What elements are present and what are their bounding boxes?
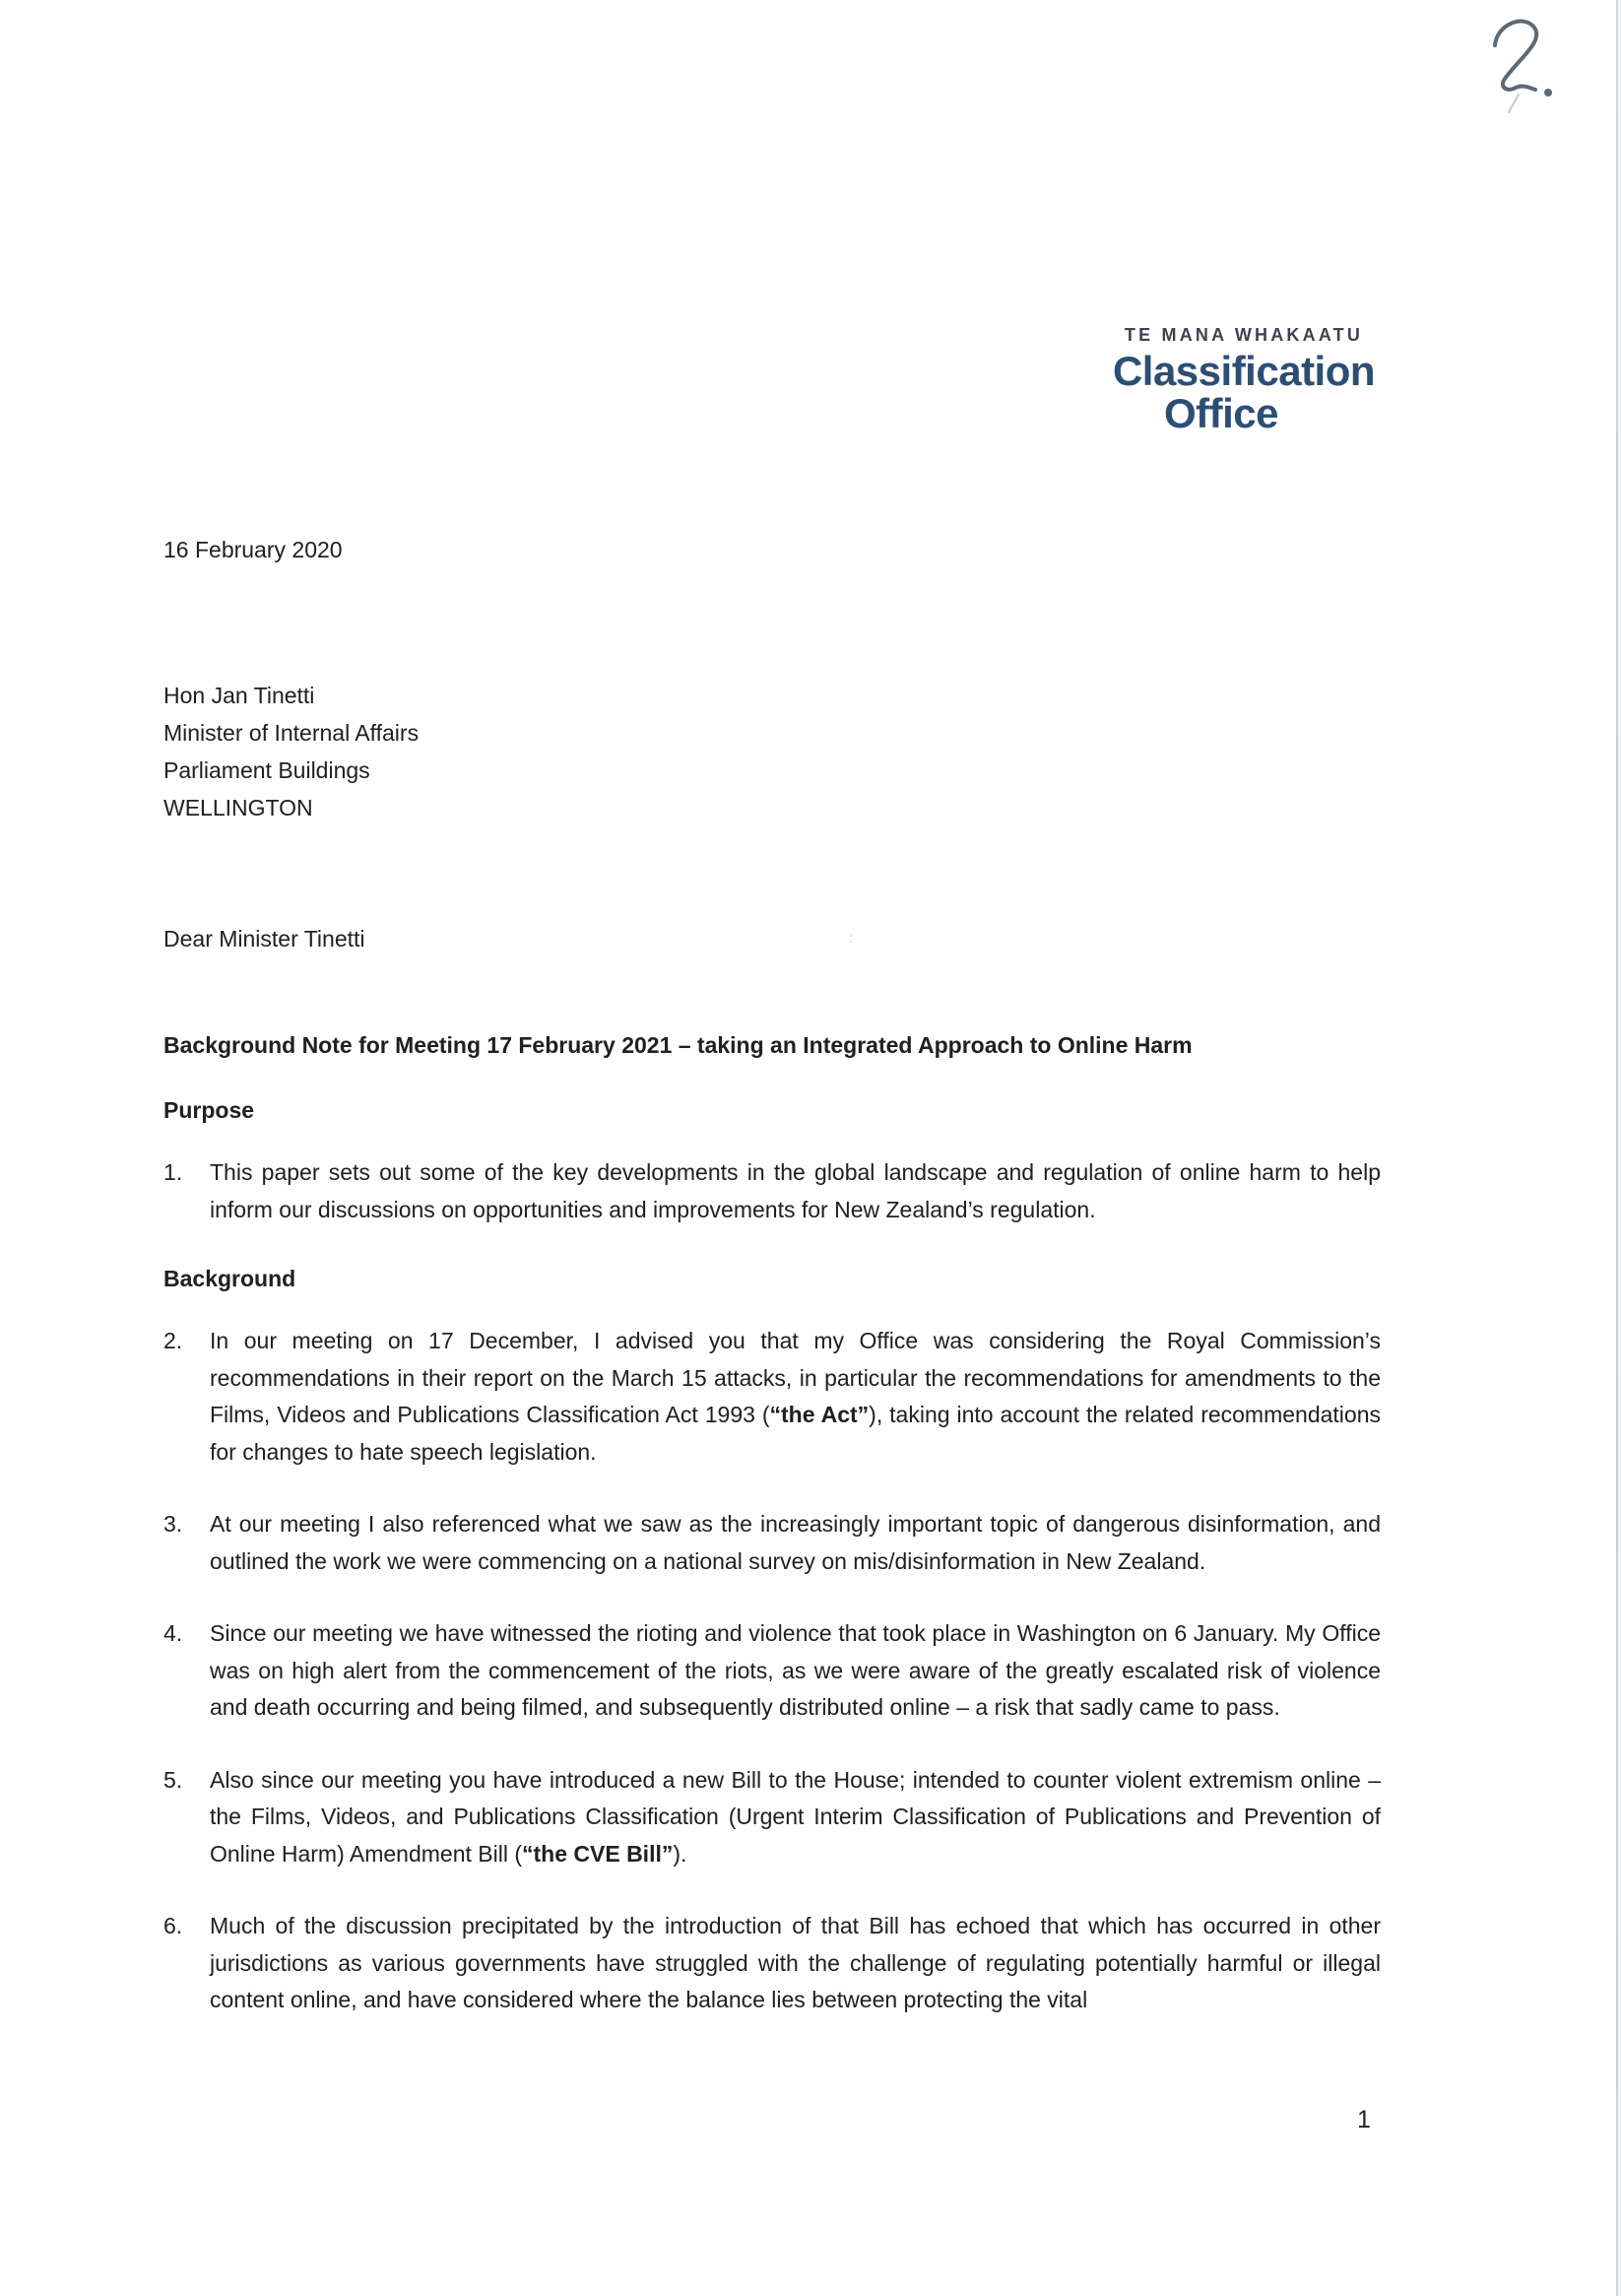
bold-term: “the CVE Bill” [522, 1840, 674, 1867]
paragraph-text [210, 1328, 1381, 1465]
classification-office-logo [1101, 325, 1387, 434]
text-run: Also since our meeting you have introduced a new Bill to the House; intended to counter violent extremism online – the Films, Videos, and Publications Classification (Urgent Interim Classification of Publications and Prevention of Online Harm) Amendment Bill ( [210, 1766, 1381, 1867]
recipient-city: WELLINGTON [163, 795, 313, 820]
paragraph-number: 3. [163, 1511, 183, 1537]
recipient-building: Parliament Buildings [163, 757, 370, 783]
section-heading: Purpose [163, 1097, 255, 1123]
numbered-paragraph [163, 1908, 1381, 2019]
paragraph-text [210, 1511, 1381, 1574]
text-run: At our meeting I also referenced what we saw as the increasingly important topic of dangerous disinformation, and outlined the work we were commencing on a national survey on mis/disinformation in New Zealand. [210, 1511, 1381, 1574]
recipient-title: Minister of Internal Affairs [163, 720, 420, 746]
numbered-paragraph [163, 1762, 1381, 1873]
letter-date: 16 February 2020 [163, 537, 343, 562]
text-run: Since our meeting we have witnessed the rioting and violence that took place in Washington on 6 January. My Office was on high alert from the commencement of the riots, as we were aware of the greatly escalated risk of violence and death occurring and being filmed, and subsequently distributed online – a risk that sadly came to pass. [210, 1620, 1381, 1720]
numbered-paragraph [163, 1615, 1381, 1727]
paragraph-number: 2. [163, 1328, 183, 1353]
letter-body [163, 1095, 1381, 2055]
logo-name [1101, 350, 1387, 434]
text-run: In our meeting on 17 December, I advised you that my Office was considering the Royal Commission’s recommendations in their report on the March 15 attacks, in particular the recommendations for amendments to the Films, Videos and Publications Classification Act 1993 ( [210, 1328, 1381, 1427]
recipient-name: Hon Jan Tinetti [163, 683, 315, 708]
text-run: ). [673, 1840, 687, 1867]
salutation: Dear Minister Tinetti [163, 926, 365, 951]
text-run: ), taking into account the related recommendations for changes to hate speech legislation. [210, 1402, 1381, 1465]
paragraph-number: 1. [163, 1159, 183, 1185]
logo-name-line2: Office [1163, 390, 1279, 436]
bold-term: “the Act” [769, 1402, 870, 1427]
logo-name-line1: Classification [1112, 348, 1376, 394]
paragraph-number: 6. [163, 1913, 183, 1938]
numbered-paragraph [163, 1506, 1381, 1580]
text-run: This paper sets out some of the key developments in the global landscape and regulation of online harm to help inform our discussions on opportunities and improvements for New Zealand’s regulation. [210, 1159, 1381, 1222]
paragraph-text [210, 1767, 1381, 1867]
text-run: Much of the discussion precipitated by the introduction of that Bill has echoed that which has occurred in other jurisdictions as various governments have struggled with the challenge of regulating potentially harmful or illegal content online, and have considered where the balance lies between protecting the vital [210, 1913, 1381, 2012]
paragraph-number: 4. [163, 1620, 183, 1646]
scan-artifact: : [849, 930, 853, 946]
numbered-paragraph [163, 1154, 1381, 1228]
section-heading: Background [163, 1266, 296, 1291]
handwritten-two-glyph [1473, 6, 1582, 114]
paragraph-text [210, 1620, 1381, 1720]
numbered-paragraph [163, 1323, 1381, 1471]
subject-line: Background Note for Meeting 17 February 2021 – taking an Integrated Approach to Online Harm [163, 1032, 1193, 1058]
recipient-address [163, 677, 419, 826]
scan-edge-line [1616, 0, 1618, 2296]
paragraph-number: 5. [163, 1766, 183, 1793]
handwritten-page-marking [1473, 6, 1582, 114]
page-number: 1 [1357, 2106, 1371, 2133]
paragraph-text [210, 1913, 1381, 2012]
paragraph-text [210, 1159, 1381, 1222]
logo-tagline: TE MANA WHAKAATU [1124, 325, 1364, 345]
